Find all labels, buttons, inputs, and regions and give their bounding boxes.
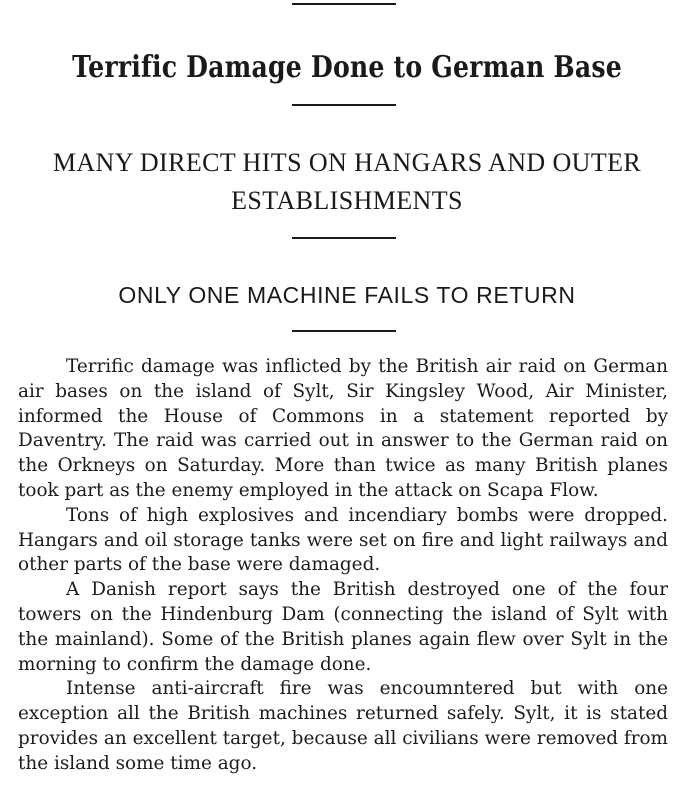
paragraph-2: Tons of high explosives and incendiary bombs were dropped. Hangars and oil storage tanks were set on fire and light railways and other parts of the base were damaged. [18,504,668,576]
kicker-headline: ONLY ONE MACHINE FAILS TO RETURN [118,282,576,308]
subheadline-rule [292,237,396,239]
headline-rule [292,104,396,106]
subheadline: MANY DIRECT HITS ON HANGARS AND OUTER ESTABLISHMENTS [52,148,642,215]
article-body [18,355,668,777]
kicker-rule [292,330,396,332]
paragraph-4: Intense anti-aircraft fire was encoumntered but with one exception all the British machines returned safely. Sylt, it is stated provides an excellent target, because all civilians were removed from the island some time ago. [18,678,668,774]
paragraph-3: A Danish report says the British destroyed one of the four towers on the Hindenburg Dam (connecting the island of Sylt with the mainland). Some of the British planes again flew over Sylt in the morning to confirm the damage done. [18,579,668,675]
top-rule [292,3,396,5]
headline: Terrific Damage Done to German Base [72,50,622,85]
paragraph-1: Terrific damage was inflicted by the British air raid on German air bases on the island of Sylt, Sir Kingsley Wood, Air Minister, informed the House of Commons in a statement reported by Daventry. The raid was carried out in answer to the German raid on the Orkneys on Saturday. More than twice as many British planes took part as the enemy employed in the attack on Scapa Flow. [18,356,668,501]
